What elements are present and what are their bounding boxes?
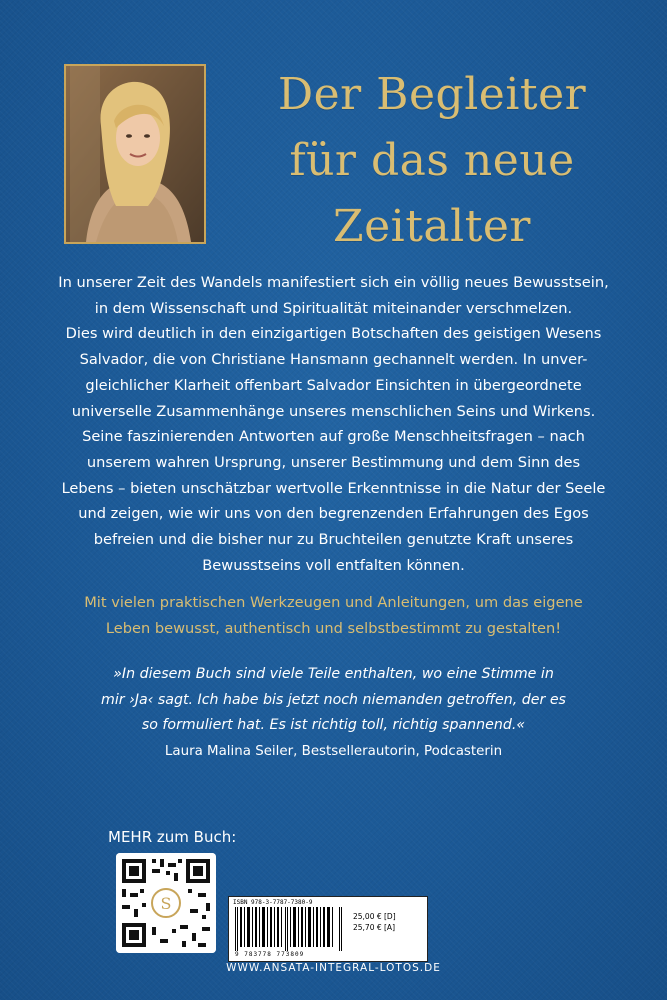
blurb-line: Bewusstseins voll entfalten können. [202,556,465,574]
blurb-line: Seine faszinierenden Antworten auf große Menschheitsfragen – nach [82,428,585,446]
blurb-line: unserem wahren Ursprung, unserer Bestimmung und dem Sinn des [86,453,581,471]
endorsement-quote [60,662,607,764]
book-tagline [48,590,619,641]
quote-attribution: Laura Malina Seiler, Bestsellerautorin, Podcasterin [164,743,503,759]
blurb-line: Salvador, die von Christiane Hansmann gechannelt werden. In unver- [79,351,588,369]
publisher-website[interactable]: WWW.ANSATA-INTEGRAL-LOTOS.DE [226,962,441,974]
book-blurb [48,270,619,578]
tagline-line: Leben bewusst, authentisch und selbstbestimmt zu gestalten! [105,619,562,637]
price-austria: 25,70 € [A] [353,923,395,932]
isbn-barcode [228,896,428,962]
blurb-line: Lebens – bieten unschätzbar wertvolle Erkenntnisse in die Natur der Seele [61,479,606,497]
author-photo [64,64,206,244]
blurb-line: In unserer Zeit des Wandels manifestiert sich ein völlig neues Bewusstsein, [58,274,609,291]
price-germany: 25,00 € [D] [353,912,396,921]
headline-line-2: für das neue [289,135,575,186]
blurb-line: Dies wird deutlich in den einzigartigen Botschaften des geistigen Wesens [65,325,602,343]
tagline-line: Mit vielen praktischen Werkzeugen und Anleitungen, um das eigene [84,594,583,611]
isbn-text: ISBN 978-3-7787-7380-9 [233,899,313,906]
book-headline [222,62,642,260]
blurb-line: gleichlicher Klarheit offenbart Salvador Einsichten in übergeordnete [85,376,582,394]
headline-line-3: Zeitalter [333,201,531,252]
barcode-digits: 9 783778 773809 [235,951,305,958]
quote-line: mir ›Ja‹ sagt. Ich habe bis jetzt noch niemanden getroffen, der es [101,691,566,708]
headline-line-1: Der Begleiter [277,69,587,120]
qr-code[interactable] [116,853,216,953]
blurb-line: in dem Wissenschaft und Spiritualität miteinander verschmelzen. [94,299,573,317]
quote-line: so formuliert hat. Es ist richtig toll, richtig spannend.« [141,717,526,733]
quote-line: »In diesem Buch sind viele Teile enthalten, wo eine Stimme in [113,666,554,682]
more-about-book-label: MEHR zum Buch: [108,828,237,846]
blurb-line: universelle Zusammenhänge unseres menschlichen Seins und Wirkens. [71,402,596,420]
barcode-bars [235,907,345,951]
svg-text:S: S [160,894,172,913]
blurb-line: und zeigen, wie wir uns von den begrenzenden Erfahrungen des Egos [78,505,589,523]
blurb-line: befreien und die bisher nur zu Bruchteilen genutzte Kraft unseres [93,531,574,549]
